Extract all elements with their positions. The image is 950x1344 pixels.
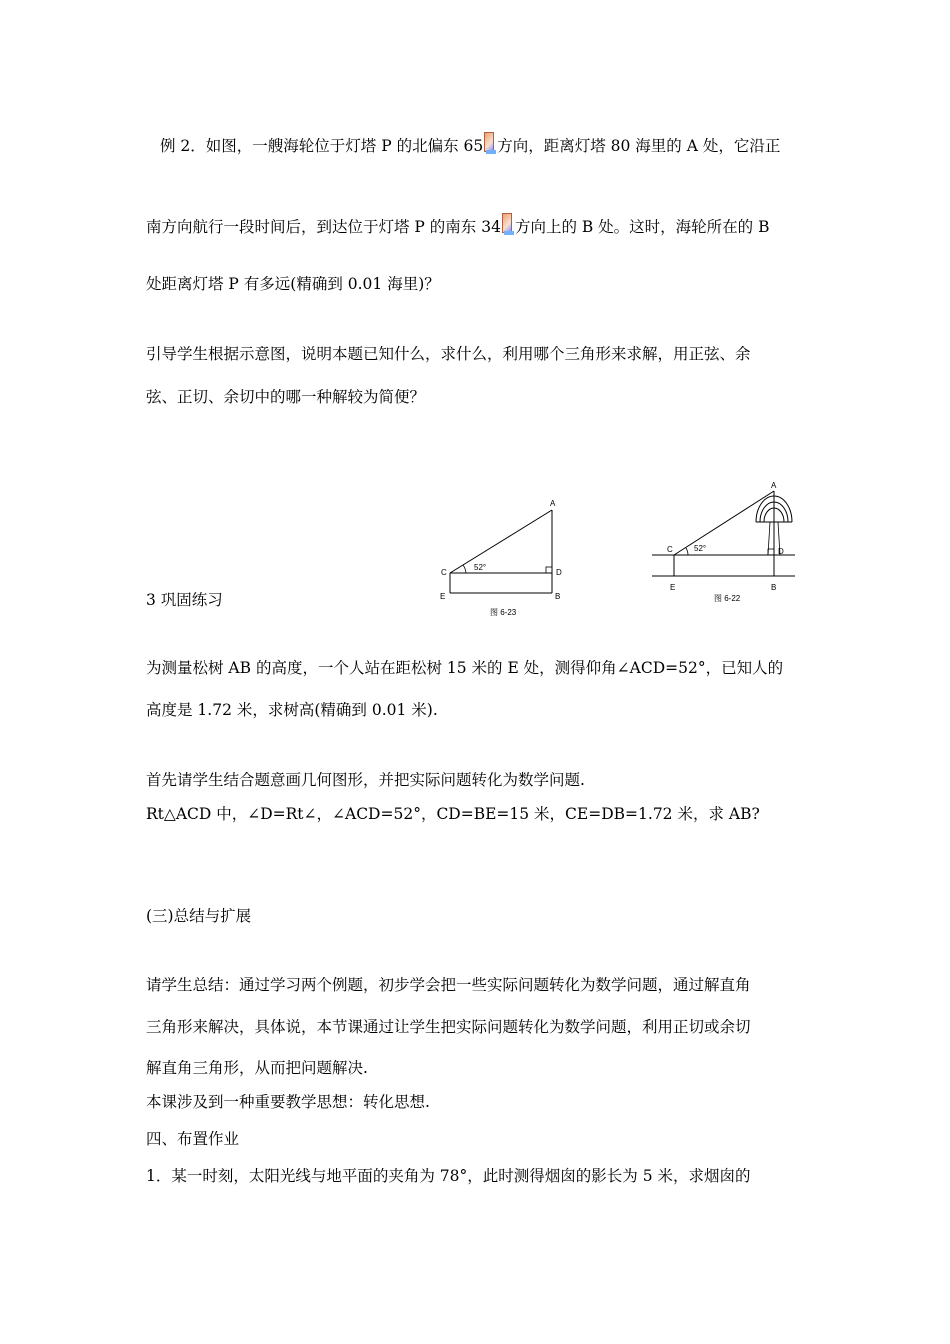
first-line2: Rt△ACD 中，∠D=Rt∠，∠ACD=52°，CD=BE=15 米，CE=DB=1.72 米，求 AB? bbox=[146, 805, 760, 823]
summary-line1: 请学生总结：通过学习两个例题，初步学会把一些实际问题转化为数学问题，通过解直角 bbox=[146, 976, 751, 994]
practice-line1: 为测量松树 AB 的高度，一个人站在距松树 15 米的 E 处，测得仰角∠ACD=52°，已知人的 bbox=[146, 659, 784, 677]
label-E: E bbox=[670, 583, 676, 592]
homework-title: 四、布置作业 bbox=[146, 1130, 240, 1148]
summary-line4: 本课涉及到一种重要教学思想：转化思想. bbox=[146, 1093, 430, 1111]
label-B: B bbox=[771, 583, 777, 592]
label-angle: 52° bbox=[694, 544, 707, 553]
degree-image-icon bbox=[484, 132, 496, 154]
figure-6-22 bbox=[652, 478, 812, 613]
label-A: A bbox=[550, 499, 556, 508]
summary-line2: 三角形来解决，具体说，本节课通过让学生把实际问题转化为数学问题，利用正切或余切 bbox=[146, 1018, 751, 1036]
caption: 图 6-23 bbox=[490, 608, 517, 617]
label-C: C bbox=[667, 545, 673, 554]
example2-line1-text-b: 方向，距离灯塔 80 海里的 A 处，它沿正 bbox=[497, 137, 781, 155]
homework-line1: 1．某一时刻，太阳光线与地平面的夹角为 78°，此时测得烟囱的影长为 5 米，求烟囱的 bbox=[146, 1167, 751, 1185]
example2-line1 bbox=[160, 132, 780, 156]
label-angle: 52° bbox=[474, 563, 487, 572]
label-D: D bbox=[556, 568, 562, 577]
label-E: E bbox=[440, 592, 446, 601]
guide-line2: 弦、正切、余切中的哪一种解较为简便？ bbox=[146, 388, 426, 406]
summary-line3: 解直角三角形，从而把问题解决. bbox=[146, 1059, 368, 1077]
label-B: B bbox=[555, 592, 561, 601]
first-line1: 首先请学生结合题意画几何图形，并把实际问题转化为数学问题. bbox=[146, 771, 585, 789]
summary-title: (三)总结与扩展 bbox=[146, 907, 252, 925]
section3-title: 3 巩固练习 bbox=[146, 591, 223, 609]
label-D: D bbox=[778, 547, 784, 556]
label-C: C bbox=[441, 568, 447, 577]
figure-6-23 bbox=[430, 495, 580, 625]
practice-line2: 高度是 1.72 米，求树高(精确到 0.01 米). bbox=[146, 701, 438, 719]
label-A: A bbox=[771, 481, 777, 490]
example2-line2-text-b: 方向上的 B 处。这时，海轮所在的 B bbox=[514, 218, 770, 236]
example2-line1-text-a: 例 2．如图，一艘海轮位于灯塔 P 的北偏东 65 bbox=[160, 137, 484, 155]
degree-image-icon bbox=[502, 213, 514, 235]
figure-6-22-svg bbox=[652, 478, 812, 613]
caption: 图 6-22 bbox=[714, 594, 741, 603]
example2-line3: 处距离灯塔 P 有多远(精确到 0.01 海里)？ bbox=[146, 275, 440, 293]
example2-line2-text-a: 南方向航行一段时间后，到达位于灯塔 P 的南东 34 bbox=[146, 218, 501, 236]
example2-line2 bbox=[146, 213, 770, 237]
figure-6-23-svg bbox=[430, 495, 580, 625]
guide-line1: 引导学生根据示意图，说明本题已知什么，求什么，利用哪个三角形来求解，用正弦、余 bbox=[146, 345, 751, 363]
